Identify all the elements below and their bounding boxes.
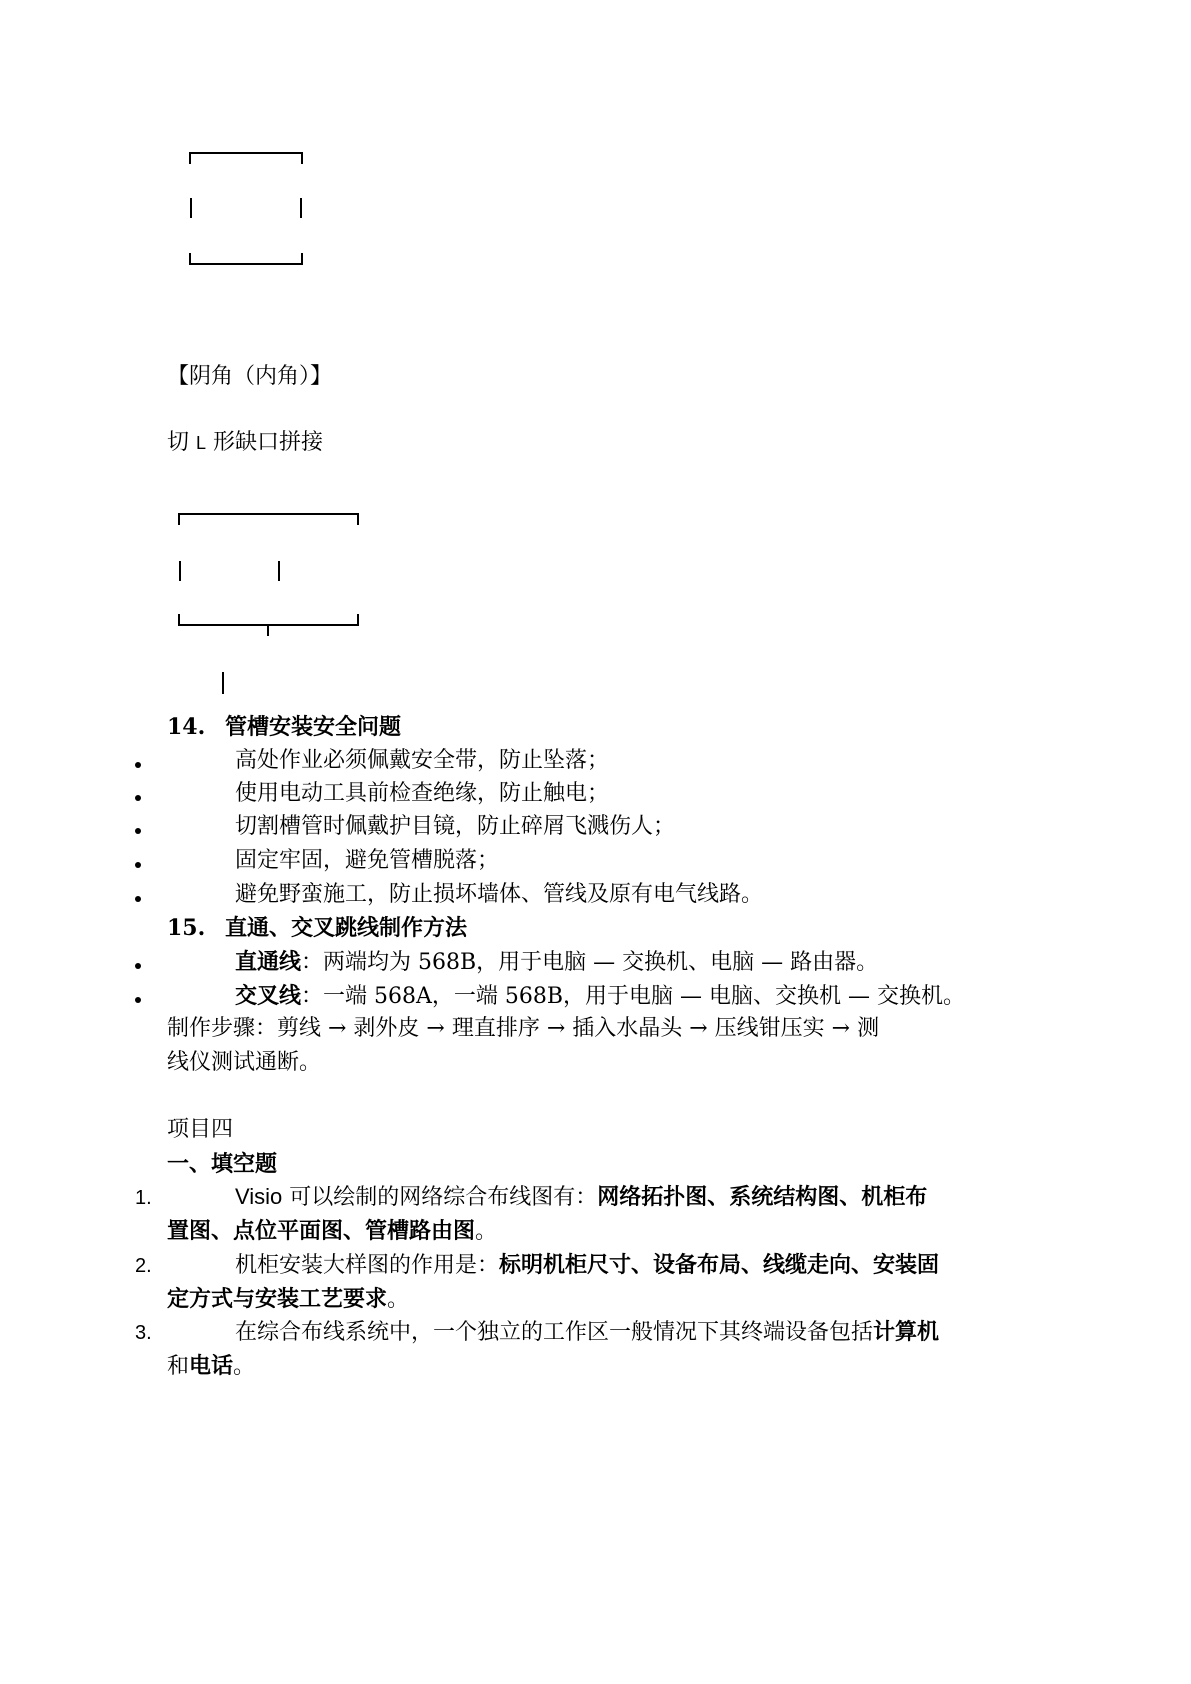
q3-mid: 和: [167, 1354, 190, 1379]
q2-line-1: [235, 1252, 939, 1279]
desc-part-2: 形缺口拼接: [213, 430, 324, 455]
q3-lead: 在综合布线系统中，一个独立的工作区一般情况下其终端设备包括: [235, 1320, 874, 1345]
bullet-15-1: [135, 963, 141, 969]
q1-end: 。: [475, 1219, 498, 1244]
q3-line-2: [167, 1353, 255, 1380]
notch-lower-stub: [222, 672, 224, 694]
desc-part-1: 切: [167, 430, 190, 455]
straight-cable-text: ：两端均为 568B，用于电脑 — 交换机、电脑 — 路由器。: [301, 950, 879, 975]
section-15-number: 15.: [167, 915, 206, 941]
yin-jiao-description: [167, 430, 323, 456]
notch-right-tick-top: [357, 513, 359, 525]
bullet-14-2: [135, 795, 141, 801]
q1-lead-rest: 可以绘制的网络综合布线图有：: [282, 1185, 598, 1210]
q2-answer-line-2: 定方式与安装工艺要求: [167, 1286, 388, 1312]
crossover-cable-text: ：一端 568A，一端 568B，用于电脑 — 电脑、交换机 — 交换机。: [301, 984, 966, 1009]
box-top-line: [189, 152, 303, 154]
q2-lead: 机柜安装大样图的作用是：: [235, 1253, 500, 1278]
notch-bottom-tee: [267, 624, 269, 636]
q3-number: 3.: [135, 1322, 152, 1344]
q1-number: 1.: [135, 1187, 152, 1209]
q3-line-1: [235, 1319, 939, 1346]
steps-line-1: 制作步骤：剪线 → 剥外皮 → 理直排序 → 插入水晶头 → 压线钳压实 → 测: [167, 1016, 880, 1041]
straight-cable-label: 直通线: [235, 949, 302, 975]
bullet-14-1: [135, 762, 141, 768]
box-left-side: [190, 198, 192, 218]
notch-mid-side: [278, 561, 280, 581]
list-item: 使用电动工具前检查绝缘，防止触电；: [235, 781, 610, 806]
notch-left-side: [179, 561, 181, 581]
bullet-14-3: [135, 828, 141, 834]
section-15-heading: [167, 915, 467, 941]
q3-end: 。: [233, 1354, 256, 1379]
box-right-side: [300, 198, 302, 218]
q2-answer-line-1: 标明机柜尺寸、设备布局、线缆走向、安装固: [499, 1252, 940, 1278]
q1-line-1: [235, 1184, 927, 1211]
q2-number: 2.: [135, 1255, 152, 1277]
desc-part-L: L: [196, 433, 207, 453]
list-item: 切割槽管时佩戴护目镜，防止碎屑飞溅伤人；: [235, 814, 676, 839]
bullet-14-4: [135, 862, 141, 868]
section-14-number: 14.: [167, 714, 206, 740]
q3-answer-2: 电话: [189, 1353, 234, 1379]
notch-top-line: [178, 513, 359, 515]
list-item: 高处作业必须佩戴安全带，防止坠落；: [235, 748, 610, 773]
section-14-title: 管槽安装安全问题: [224, 714, 401, 740]
notch-left-tick-top: [178, 513, 180, 525]
q2-end: 。: [387, 1287, 410, 1312]
list-item: [235, 983, 965, 1010]
q1-lead-latin: Visio: [235, 1184, 283, 1209]
list-item: 避免野蛮施工，防止损坏墙体、管线及原有电气线路。: [235, 882, 764, 907]
section-15-title: 直通、交叉跳线制作方法: [224, 915, 467, 941]
section-14-heading: [167, 714, 401, 740]
q2-line-2: [167, 1286, 409, 1313]
q1-answer-line-1: 网络拓扑图、系统结构图、机柜布: [597, 1184, 928, 1210]
box-left-tick-top: [189, 152, 191, 164]
list-item: 固定牢固，避免管槽脱落；: [235, 848, 500, 873]
q1-answer-line-2: 置图、点位平面图、管槽路由图: [167, 1218, 476, 1244]
q1-line-2: [167, 1218, 497, 1245]
yin-jiao-title: 【阴角（内角）】: [167, 364, 333, 389]
project-title: 项目四: [167, 1117, 234, 1142]
bullet-15-2: [135, 997, 141, 1003]
yin-jiao-heading: [167, 364, 332, 390]
q3-answer-1: 计算机: [873, 1319, 940, 1345]
crossover-cable-label: 交叉线: [235, 983, 302, 1009]
section-title: 一、填空题: [167, 1151, 278, 1177]
box-bottom-line: [189, 263, 303, 265]
list-item: [235, 949, 878, 976]
bullet-14-5: [135, 896, 141, 902]
box-right-tick-top: [301, 152, 303, 164]
steps-line-2: 线仪测试通断。: [167, 1050, 322, 1075]
